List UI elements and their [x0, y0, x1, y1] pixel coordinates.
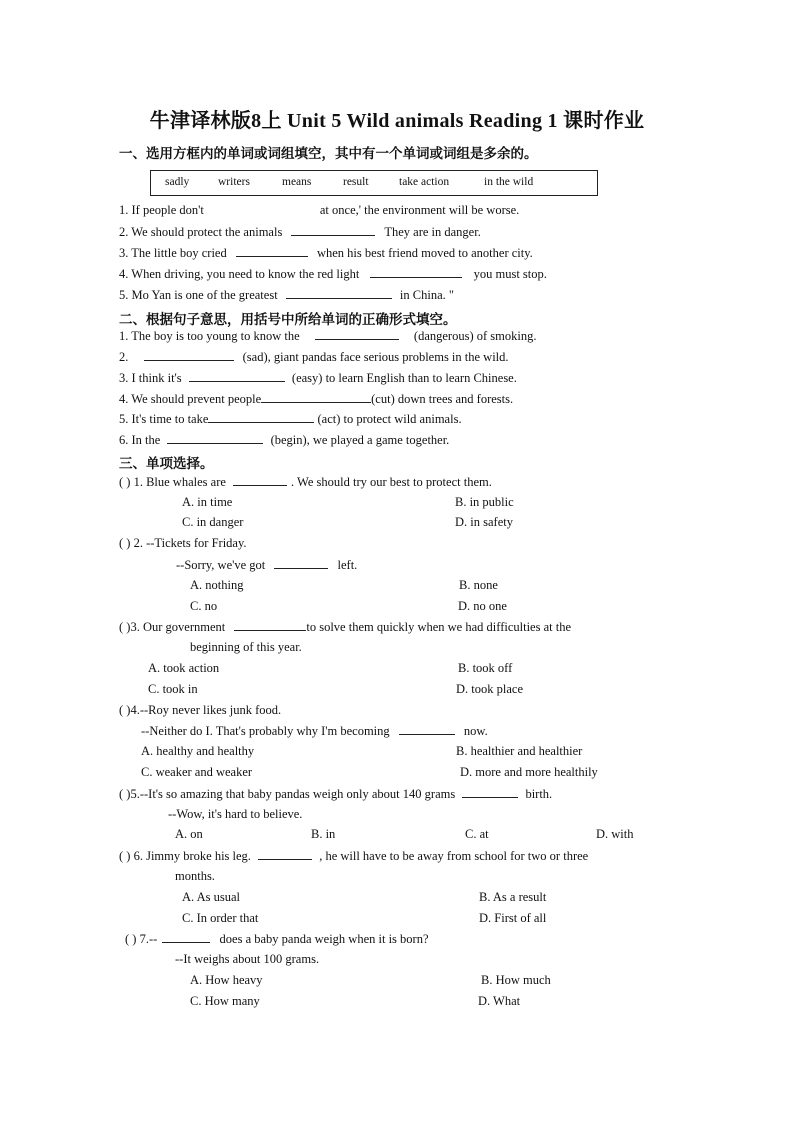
fill-item: 2. (sad), giant pandas face serious problems in the wild.: [119, 350, 509, 364]
word-bank-item: take action: [399, 176, 450, 188]
option-b[interactable]: B. none: [459, 578, 498, 592]
fill-item: 3. The little boy cried when his best friend moved to another city.: [119, 246, 533, 260]
fill-item: 5. It's time to take (act) to protect wild animals.: [119, 412, 462, 426]
option-d[interactable]: D. more and more healthily: [460, 765, 598, 779]
answer-blank[interactable]: [208, 411, 314, 423]
fill-item: 2. We should protect the animals They are in danger.: [119, 225, 481, 239]
fill-item: 4. We should prevent people (cut) down trees and forests.: [119, 392, 514, 406]
question-stem: ( ) 2. --Tickets for Friday.: [119, 536, 247, 550]
answer-blank[interactable]: [274, 557, 328, 569]
question-line: beginning of this year.: [190, 640, 302, 654]
option-a[interactable]: A. nothing: [190, 578, 244, 592]
option-b[interactable]: B. in: [311, 827, 336, 841]
section2-heading: 二、根据句子意思，用括号中所给单词的正确形式填空。: [119, 312, 457, 327]
fill-item: 1. The boy is too young to know the (dangerous) of smoking.: [119, 329, 537, 343]
option-b[interactable]: B. in public: [455, 495, 514, 509]
fill-item: 6. In the (begin), we played a game together.: [119, 433, 450, 447]
question-line: --Sorry, we've got left.: [176, 558, 358, 572]
answer-blank[interactable]: [261, 391, 371, 403]
option-b[interactable]: B. How much: [481, 973, 551, 987]
answer-blank[interactable]: [291, 224, 375, 236]
option-b[interactable]: B. healthier and healthier: [456, 744, 583, 758]
answer-blank[interactable]: [167, 432, 263, 444]
question-stem: ( ) 1. Blue whales are . We should try our best to protect them.: [119, 475, 492, 489]
word-bank-item: sadly: [165, 176, 190, 188]
option-d[interactable]: D. took place: [456, 682, 523, 696]
option-c[interactable]: C. no: [190, 599, 218, 613]
answer-blank[interactable]: [370, 266, 462, 278]
section3-heading: 三、单项选择。: [119, 456, 214, 471]
question-line: --Neither do I. That's probably why I'm becoming now.: [141, 724, 488, 738]
page-title: 牛津译林版8上 Unit 5 Wild animals Reading 1 课时作业: [149, 110, 645, 132]
question-line: --Wow, it's hard to believe.: [168, 807, 303, 821]
option-d[interactable]: D. with: [596, 827, 634, 841]
option-a[interactable]: A. in time: [182, 495, 233, 509]
option-d[interactable]: D. in safety: [455, 515, 513, 529]
option-b[interactable]: B. As a result: [479, 890, 547, 904]
option-a[interactable]: A. healthy and healthy: [141, 744, 255, 758]
question-line: months.: [175, 869, 215, 883]
answer-blank[interactable]: [162, 931, 210, 943]
question-line: --It weighs about 100 grams.: [175, 952, 320, 966]
question-stem: ( )5.--It's so amazing that baby pandas weigh only about 140 grams birth.: [119, 787, 553, 801]
option-c[interactable]: C. took in: [148, 682, 198, 696]
word-bank-box: [150, 170, 598, 196]
option-c[interactable]: C. in danger: [182, 515, 244, 529]
option-b[interactable]: B. took off: [458, 661, 513, 675]
question-stem: ( )4.--Roy never likes junk food.: [119, 703, 282, 717]
answer-blank[interactable]: [258, 848, 312, 860]
answer-blank[interactable]: [233, 474, 287, 486]
answer-blank[interactable]: [462, 786, 518, 798]
option-a[interactable]: A. took action: [148, 661, 220, 675]
fill-item: 4. When driving, you need to know the red light you must stop.: [119, 267, 547, 281]
answer-blank[interactable]: [234, 619, 306, 631]
word-bank-item: in the wild: [484, 176, 534, 188]
option-a[interactable]: A. How heavy: [190, 973, 263, 987]
option-c[interactable]: C. weaker and weaker: [141, 765, 253, 779]
option-c[interactable]: C. In order that: [182, 911, 259, 925]
section1-heading: 一、选用方框内的单词或词组填空，其中有一个单词或词组是多余的。: [119, 146, 538, 161]
fill-item: 5. Mo Yan is one of the greatest in China. ": [119, 288, 454, 302]
answer-blank[interactable]: [286, 287, 392, 299]
question-stem: ( ) 7.-- does a baby panda weigh when it is born?: [125, 932, 429, 946]
word-bank-item: writers: [218, 176, 250, 188]
answer-blank[interactable]: [399, 723, 455, 735]
word-bank-item: result: [343, 176, 369, 188]
fill-item: 1. If people don't at once,' the environment will be worse.: [119, 203, 520, 217]
option-a[interactable]: A. on: [175, 827, 203, 841]
question-stem: ( )3. Our government to solve them quickly when we had difficulties at the: [119, 620, 571, 634]
word-bank-item: means: [282, 176, 312, 188]
answer-blank[interactable]: [236, 245, 308, 257]
question-stem: ( ) 6. Jimmy broke his leg. , he will have to be away from school for two or three: [119, 849, 589, 863]
option-a[interactable]: A. As usual: [182, 890, 240, 904]
option-c[interactable]: C. at: [465, 827, 489, 841]
answer-blank[interactable]: [189, 370, 285, 382]
answer-blank[interactable]: [144, 349, 234, 361]
option-d[interactable]: D. First of all: [479, 911, 547, 925]
option-d[interactable]: D. What: [478, 994, 521, 1008]
option-d[interactable]: D. no one: [458, 599, 507, 613]
option-c[interactable]: C. How many: [190, 994, 260, 1008]
fill-item: 3. I think it's (easy) to learn English than to learn Chinese.: [119, 371, 517, 385]
answer-blank[interactable]: [315, 328, 399, 340]
